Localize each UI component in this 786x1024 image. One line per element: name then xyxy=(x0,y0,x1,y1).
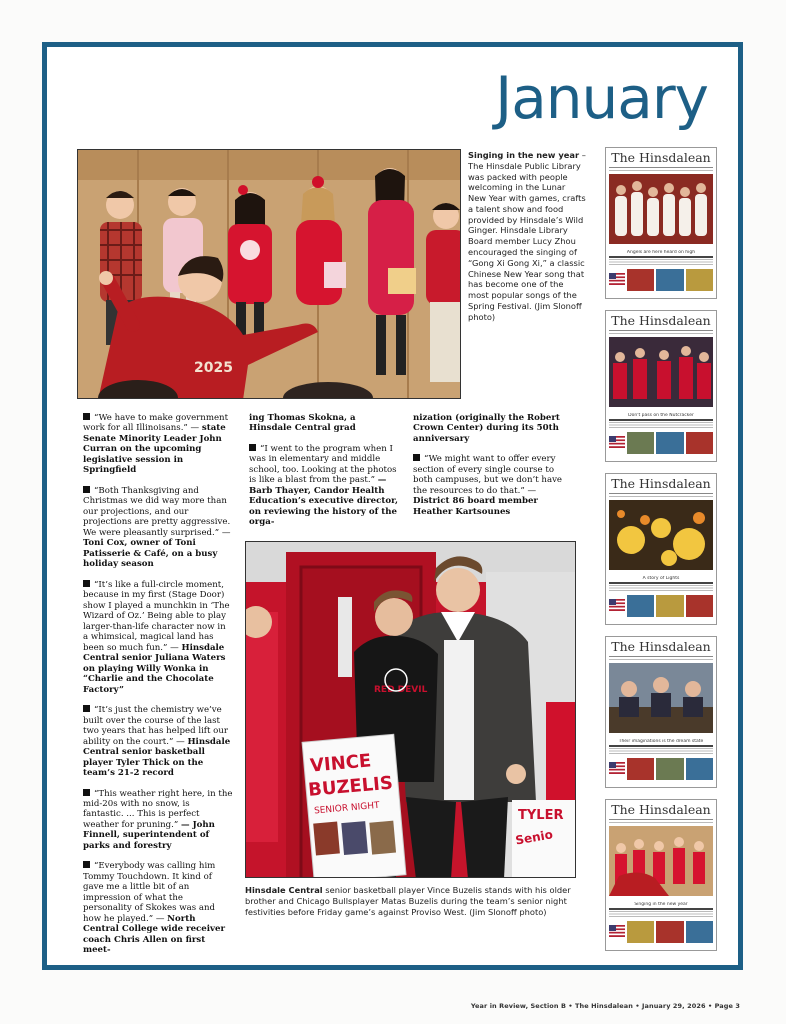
quote-item xyxy=(83,789,233,852)
quote-text: “We might want to offer every section of every single course to both campuses, but we don’t have the resources to do that.” — xyxy=(413,454,563,496)
quote-text: “This weather right here, in the mid-20s with no snow, is fantastic. ... This is perfect weather for pruning.” xyxy=(83,788,233,830)
quote-item xyxy=(249,444,399,528)
singing-children-illustration xyxy=(78,150,461,399)
flag-icon xyxy=(609,436,625,448)
lunar-new-year-photo xyxy=(77,149,461,399)
quotes-column-3 xyxy=(413,413,573,527)
quote-attribution: Toni Cox, owner of Toni Patisserie & Café, on a busy holiday season xyxy=(83,538,218,570)
photo1-caption xyxy=(468,150,586,323)
thumbnail-headline: Angels are here heard on high xyxy=(626,249,696,255)
cover-thumbnail xyxy=(605,636,717,788)
quotes-column-2 xyxy=(249,413,399,538)
quote-text: “We have to make government work for all Illinoisans.” — xyxy=(83,413,229,434)
quote-text: “It’s just the chemistry we’ve built over the course of the last two years that has helped lift our ability on the court.” — xyxy=(83,705,228,747)
sign-line-1: VINCE xyxy=(309,750,373,777)
thumbnail-photo xyxy=(609,663,713,733)
quote-item xyxy=(83,413,233,476)
sign-line-2: BUZELIS xyxy=(307,772,394,801)
cover-thumbnail xyxy=(605,310,717,462)
quote-attribution: — Barb Thayer, Candor Health Education’s executive director, on reviewing the history of the orga- xyxy=(249,475,398,528)
page-frame xyxy=(42,42,743,970)
quote-attribution: state Senate Minority Leader John Curran on the upcoming legislative session in Springfield xyxy=(83,423,226,476)
thumbnail-masthead: The Hinsdalean xyxy=(609,803,713,820)
sign2-line-1: TYLER xyxy=(518,808,564,823)
thumbnail-masthead: The Hinsdalean xyxy=(609,640,713,657)
thumbnail-headline: Don't pass on the Nutcracker xyxy=(628,412,694,418)
quote-continuation: nization (originally the Robert Crown Center) during its 50th anniversary xyxy=(413,413,560,444)
flag-icon xyxy=(609,599,625,611)
quote-attribution: North Central College wide receiver coach Chris Allen on first meet- xyxy=(83,913,225,956)
quote-continuation: ing Thomas Skokna, a Hinsdale Central grad xyxy=(249,413,356,434)
page-footer: Year in Review, Section B • The Hinsdalean • January 29, 2026 • Page 3 xyxy=(470,1002,740,1010)
thumbnail-masthead: The Hinsdalean xyxy=(609,151,713,168)
quote-attribution: — John Finnell, superintendent of parks and forestry xyxy=(83,819,215,851)
photo2-caption-lead: Hinsdale Central xyxy=(245,885,323,895)
thumbnail-headline: Their imaginations is the dream state xyxy=(618,738,704,744)
vince-buzelis-sign xyxy=(302,734,406,878)
photo1-caption-lead: Singing in the new year xyxy=(468,150,580,160)
flag-icon xyxy=(609,925,625,937)
sign-line-3: SENIOR NIGHT xyxy=(313,800,380,817)
quotes-column-1 xyxy=(83,413,233,966)
thumbnail-headline: A story of Lights xyxy=(642,575,680,581)
thumbnail-headline: Singing in the new year xyxy=(634,901,688,907)
photo1-caption-body: – The Hinsdale Public Library was packed with people welcoming in the Lunar New Year with games, crafts a talent show and food provided by Hinsdale’s Wild Ginger. Hinsdale Library Board member Lucy Zhou encouraged the singing of “Gong Xi Gong Xi,” a classic Chinese New Year song that has become one of the most popular songs of the Spring Festival. (Jim Slonoff photo) xyxy=(468,150,586,322)
shirt-2025-text: 2025 xyxy=(194,360,233,376)
senior-night-photo xyxy=(245,541,576,878)
flag-icon xyxy=(609,273,625,285)
thumbnail-photo xyxy=(609,500,713,570)
basketball-players-illustration xyxy=(246,542,576,878)
thumbnail-masthead: The Hinsdalean xyxy=(609,477,713,494)
photo2-caption-body: senior basketball player Vince Buzelis stands with his older brother and Chicago Bullsplayer Matas Buzelis during the team’s senior night festivities before Friday game’s against Proviso West. (Jim Slonoff photo) xyxy=(245,885,571,917)
quote-attribution: District 86 board member Heather Kartsounes xyxy=(413,496,538,517)
quote-attribution: Hinsdale Central senior basketball player Tyler Thick on the team’s 21-2 record xyxy=(83,736,231,779)
jersey-text: RED DEVIL xyxy=(374,685,428,695)
quote-text: “It’s like a full-circle moment, because in my first (Stage Door) show I played a munchkin in ‘The Wizard of Oz.’ Being able to play larger-than-life character now in a whimsical, magical land has been so much fun.” — xyxy=(83,579,230,653)
quote-text: “Everybody was calling him Tommy Touchdown. It kind of gave me a little bit of an impression of what the personality of Skokes was and how he played.” — xyxy=(83,861,216,924)
month-title: January xyxy=(495,64,708,132)
photo2-caption xyxy=(245,885,579,917)
cover-thumbnail xyxy=(605,147,717,299)
tyler-sign xyxy=(512,800,576,878)
quote-item xyxy=(413,454,573,517)
sign2-line-2: Senio xyxy=(514,827,554,848)
thumbnail-photo xyxy=(609,826,713,896)
quote-item xyxy=(83,861,233,955)
quote-text: “Both Thanksgiving and Christmas we did way more than our projections, and our projections are pretty aggressive. We were pleasantly surprised.” — xyxy=(83,485,231,538)
flag-icon xyxy=(609,762,625,774)
thumbnail-photo xyxy=(609,337,713,407)
quote-item xyxy=(83,486,233,570)
quote-text: “I went to the program when I was in elementary and middle school, too. Looking at the photos is like a blast from the past.” xyxy=(249,443,397,486)
thumbnail-masthead: The Hinsdalean xyxy=(609,314,713,331)
quote-attribution: Hinsdale Central senior Juliana Waters on playing Willy Wonka in “Charlie and the Chocolate Factory” xyxy=(83,642,226,695)
quote-item xyxy=(83,705,233,778)
thumbnail-photo xyxy=(609,174,713,244)
cover-thumbnail xyxy=(605,799,717,951)
quote-item xyxy=(83,580,233,695)
cover-thumbnail xyxy=(605,473,717,625)
